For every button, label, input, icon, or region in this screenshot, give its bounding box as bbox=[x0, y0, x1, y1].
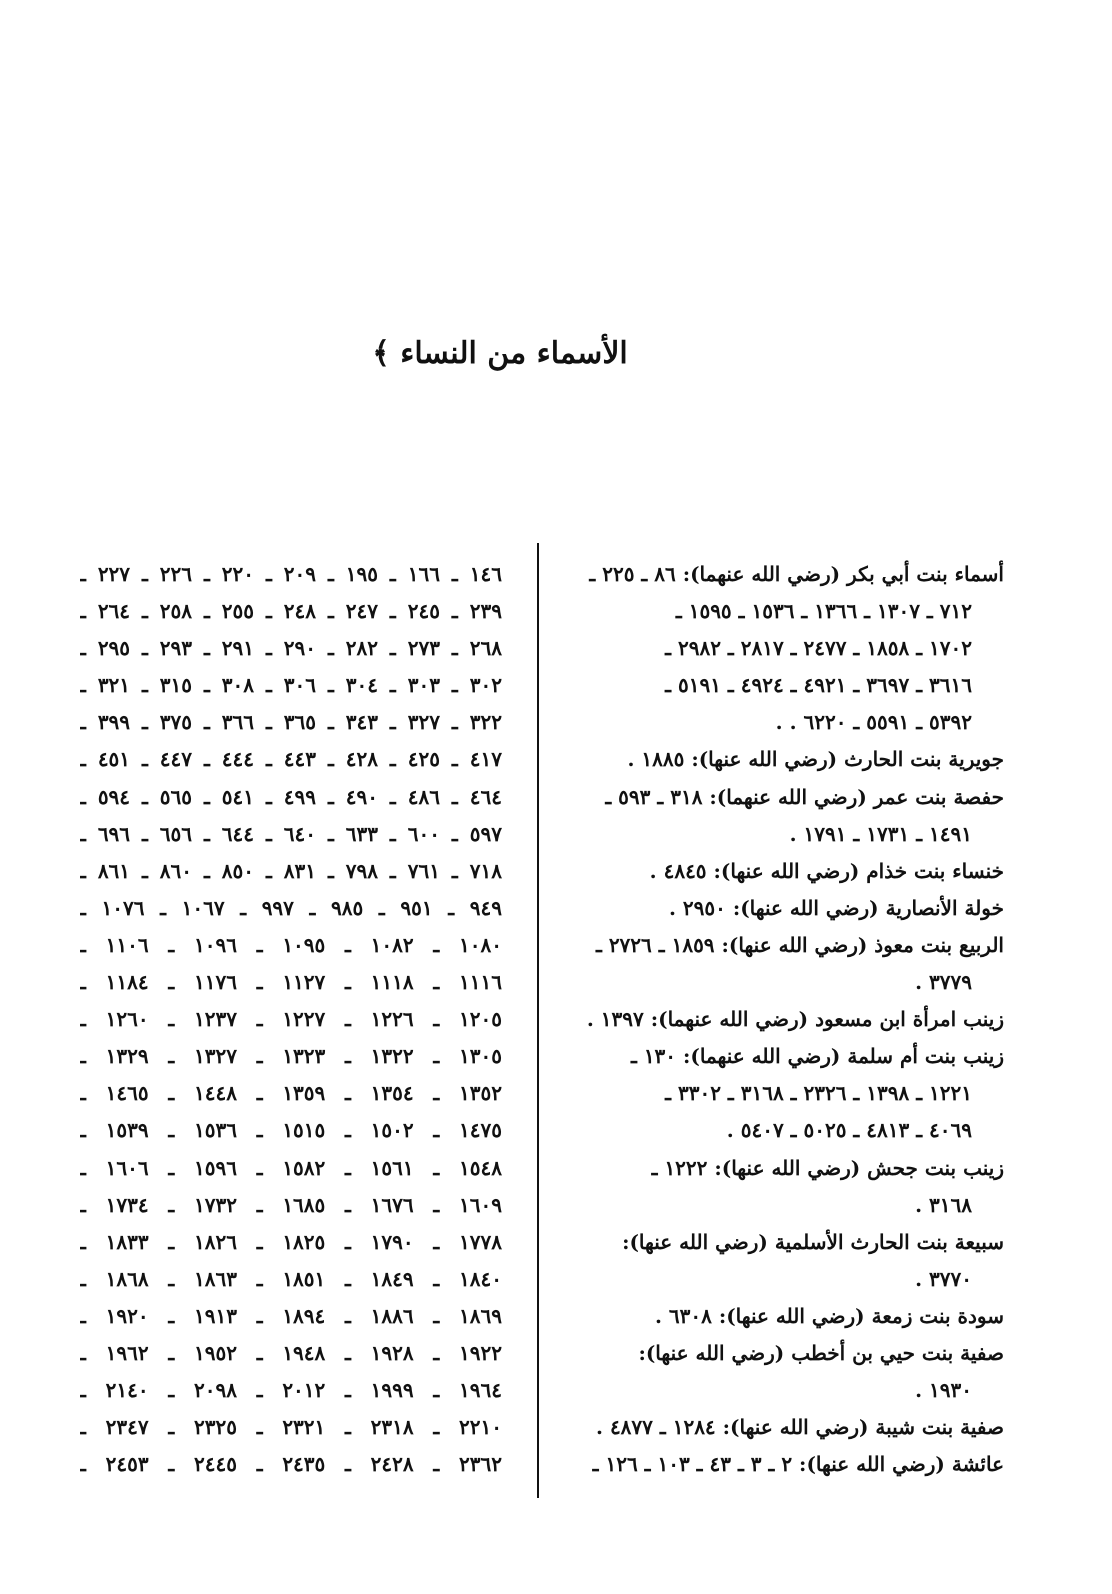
index-entry: عائشة (رضي الله عنها): ٢ ـ ٣ ـ ٤٣ ـ ١٠٣ ـ ١٢٦ ـ bbox=[592, 1452, 1004, 1477]
index-number-line: ١٩٦٤ ـ ١٩٩٩ ـ ٢٠١٢ ـ ٢٠٩٨ ـ ٢١٤٠ ـ bbox=[80, 1378, 502, 1403]
index-entry: سبيعة بنت الحارث الأسلمية (رضي الله عنها): bbox=[622, 1229, 1004, 1254]
index-number-line: ٢٢١٠ ـ ٢٣١٨ ـ ٢٣٢١ ـ ٢٣٢٥ ـ ٢٣٤٧ ـ bbox=[80, 1415, 502, 1440]
column-divider bbox=[537, 543, 539, 1498]
index-entry: زينب بنت جحش (رضي الله عنها): ١٢٢٢ ـ bbox=[651, 1155, 1004, 1180]
index-entry-continuation: ٣١٦٨ . bbox=[915, 1192, 972, 1217]
left-column bbox=[80, 556, 502, 1483]
index-entry: زينب امرأة ابن مسعود (رضي الله عنهما): ١٣٩٧ . bbox=[586, 1007, 1004, 1032]
index-number-line: ١٩٢٢ ـ ١٩٢٨ ـ ١٩٤٨ ـ ١٩٥٢ ـ ١٩٦٢ ـ bbox=[80, 1340, 502, 1365]
index-entry-continuation: ٤٠٦٩ ـ ٤٨١٣ ـ ٥٠٢٥ ـ ٥٤٠٧ . bbox=[726, 1118, 972, 1143]
index-entry-continuation: ٣٧٧٩ . bbox=[915, 970, 972, 995]
index-entry-continuation: ١٢٢١ ـ ١٣٩٨ ـ ٢٣٢٦ ـ ٣١٦٨ ـ ٣٣٠٢ ـ bbox=[665, 1081, 972, 1106]
index-number-line: ٢٣٩ ـ ٢٤٥ ـ ٢٤٧ ـ ٢٤٨ ـ ٢٥٥ ـ ٢٥٨ ـ ٢٦٤ ـ bbox=[80, 599, 502, 624]
index-number-line: ٣٠٢ ـ ٣٠٣ ـ ٣٠٤ ـ ٣٠٦ ـ ٣٠٨ ـ ٣١٥ ـ ٣٢١ ـ bbox=[80, 673, 502, 698]
index-number-line: ١٥٤٨ ـ ١٥٦١ ـ ١٥٨٢ ـ ١٥٩٦ ـ ١٦٠٦ ـ bbox=[80, 1155, 502, 1180]
index-entry: خولة الأنصارية (رضي الله عنها): ٢٩٥٠ . bbox=[668, 895, 1004, 920]
index-number-line: ٣٢٢ ـ ٣٢٧ ـ ٣٤٣ ـ ٣٦٥ ـ ٣٦٦ ـ ٣٧٥ ـ ٣٩٩ ـ bbox=[80, 710, 502, 735]
index-entry-continuation: ١٧٠٢ ـ ١٨٥٨ ـ ٢٤٧٧ ـ ٢٨١٧ ـ ٢٩٨٢ ـ bbox=[665, 636, 972, 661]
index-number-line: ١٧٧٨ ـ ١٧٩٠ ـ ١٨٢٥ ـ ١٨٢٦ ـ ١٨٣٣ ـ bbox=[80, 1229, 502, 1254]
index-entry: الربيع بنت معوذ (رضي الله عنها): ١٨٥٩ ـ ٢٧٢٦ ـ bbox=[595, 932, 1004, 957]
index-number-line: ٤٦٤ ـ ٤٨٦ ـ ٤٩٠ ـ ٤٩٩ ـ ٥٤١ ـ ٥٦٥ ـ ٥٩٤ ـ bbox=[80, 784, 502, 809]
index-entry-continuation: ٣٦١٦ ـ ٣٦٩٧ ـ ٤٩٢١ ـ ٤٩٢٤ ـ ٥١٩١ ـ bbox=[665, 673, 972, 698]
page-title: الأسماء من النساء ﴾ bbox=[372, 336, 628, 371]
index-entry: صفية بنت شيبة (رضي الله عنها): ١٢٨٤ ـ ٤٨٧٧ . bbox=[596, 1415, 1004, 1440]
index-number-line: ١١١٦ ـ ١١١٨ ـ ١١٢٧ ـ ١١٧٦ ـ ١١٨٤ ـ bbox=[80, 970, 502, 995]
index-entry-continuation: ١٤٩١ ـ ١٧٣١ ـ ١٧٩١ . bbox=[789, 821, 972, 846]
right-column bbox=[572, 556, 1004, 1483]
index-number-line: ١٨٤٠ ـ ١٨٤٩ ـ ١٨٥١ ـ ١٨٦٣ ـ ١٨٦٨ ـ bbox=[80, 1266, 502, 1291]
index-number-line: ١٢٠٥ ـ ١٢٢٦ ـ ١٢٢٧ ـ ١٢٣٧ ـ ١٢٦٠ ـ bbox=[80, 1007, 502, 1032]
index-number-line: ١٦٠٩ ـ ١٦٧٦ ـ ١٦٨٥ ـ ١٧٣٢ ـ ١٧٣٤ ـ bbox=[80, 1192, 502, 1217]
index-number-line: ٤١٧ ـ ٤٢٥ ـ ٤٢٨ ـ ٤٤٣ ـ ٤٤٤ ـ ٤٤٧ ـ ٤٥١ ـ bbox=[80, 747, 502, 772]
index-number-line: ٢٣٦٢ ـ ٢٤٢٨ ـ ٢٤٣٥ ـ ٢٤٤٥ ـ ٢٤٥٣ ـ bbox=[80, 1452, 502, 1477]
index-number-line: ١٣٠٥ ـ ١٣٢٢ ـ ١٣٢٣ ـ ١٣٢٧ ـ ١٣٢٩ ـ bbox=[80, 1044, 502, 1069]
index-entry-continuation: ٧١٢ ـ ١٣٠٧ ـ ١٣٦٦ ـ ١٥٣٦ ـ ١٥٩٥ ـ bbox=[675, 599, 972, 624]
index-entry: زينب بنت أم سلمة (رضي الله عنهما): ١٣٠ ـ bbox=[630, 1044, 1004, 1069]
index-entry: سودة بنت زمعة (رضي الله عنها): ٦٣٠٨ . bbox=[654, 1303, 1004, 1328]
index-number-line: ٧١٨ ـ ٧٦١ ـ ٧٩٨ ـ ٨٣١ ـ ٨٥٠ ـ ٨٦٠ ـ ٨٦١ ـ bbox=[80, 858, 502, 883]
index-number-line: ٩٤٩ ـ ٩٥١ ـ ٩٨٥ ـ ٩٩٧ ـ ١٠٦٧ ـ ١٠٧٦ ـ bbox=[80, 895, 502, 920]
index-number-line: ١٤٦ ـ ١٦٦ ـ ١٩٥ ـ ٢٠٩ ـ ٢٢٠ ـ ٢٢٦ ـ ٢٢٧ ـ bbox=[80, 562, 502, 586]
index-entry-continuation: ٣٧٧٠ . bbox=[915, 1266, 972, 1291]
index-number-line: ١٨٦٩ ـ ١٨٨٦ ـ ١٨٩٤ ـ ١٩١٣ ـ ١٩٢٠ ـ bbox=[80, 1303, 502, 1328]
index-number-line: ٥٩٧ ـ ٦٠٠ ـ ٦٣٣ ـ ٦٤٠ ـ ٦٤٤ ـ ٦٥٦ ـ ٦٩٦ ـ bbox=[80, 821, 502, 846]
index-entry: صفية بنت حيي بن أخطب (رضي الله عنها): bbox=[638, 1340, 1004, 1365]
index-number-line: ٢٦٨ ـ ٢٧٣ ـ ٢٨٢ ـ ٢٩٠ ـ ٢٩١ ـ ٢٩٣ ـ ٢٩٥ ـ bbox=[80, 636, 502, 661]
index-entry-continuation: ١٩٣٠ . bbox=[915, 1378, 972, 1403]
index-entry: خنساء بنت خذام (رضي الله عنها): ٤٨٤٥ . bbox=[649, 858, 1004, 883]
index-number-line: ١٣٥٢ ـ ١٣٥٤ ـ ١٣٥٩ ـ ١٤٤٨ ـ ١٤٦٥ ـ bbox=[80, 1081, 502, 1106]
index-entry: جويرية بنت الحارث (رضي الله عنها): ١٨٨٥ . bbox=[627, 747, 1004, 772]
index-entry: أسماء بنت أبي بكر (رضي الله عنهما): ٨٦ ـ ٢٢٥ ـ bbox=[589, 562, 1004, 586]
index-number-line: ١٤٧٥ ـ ١٥٠٢ ـ ١٥١٥ ـ ١٥٣٦ ـ ١٥٣٩ ـ bbox=[80, 1118, 502, 1143]
index-entry: حفصة بنت عمر (رضي الله عنهما): ٣١٨ ـ ٥٩٣ ـ bbox=[605, 784, 1004, 809]
index-entry-continuation: ٥٣٩٢ ـ ٥٥٩١ ـ ٦٢٢٠ . . bbox=[775, 710, 972, 735]
index-number-line: ١٠٨٠ ـ ١٠٨٢ ـ ١٠٩٥ ـ ١٠٩٦ ـ ١١٠٦ ـ bbox=[80, 932, 502, 957]
